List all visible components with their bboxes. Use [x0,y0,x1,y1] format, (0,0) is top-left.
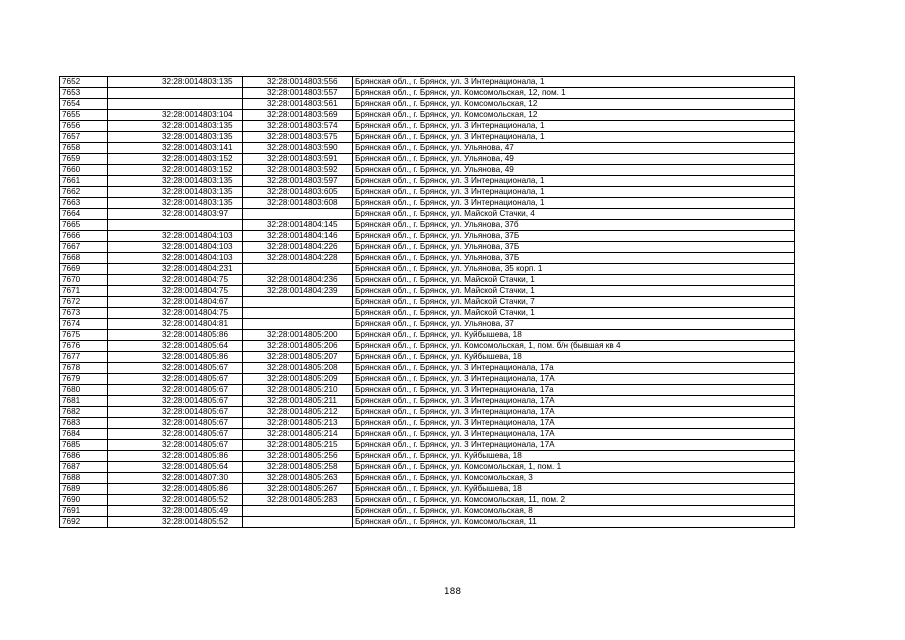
address-cell: Брянская обл., г. Брянск, ул. 3 Интернационала, 17А [353,374,795,385]
row-number-cell: 7664 [60,209,108,220]
row-number-cell: 7655 [60,110,108,121]
cadastral-number-cell: 32:28:0014803:575 [243,132,353,143]
address-cell: Брянская обл., г. Брянск, ул. 3 Интернационала, 17а [353,385,795,396]
table-row [60,418,795,429]
parent-cadastral-number-cell: 32:28:0014804:81 [108,319,243,330]
row-number-cell: 7680 [60,385,108,396]
table-row [60,143,795,154]
parent-cadastral-number-cell: 32:28:0014805:52 [108,517,243,528]
table-row [60,187,795,198]
table-row [60,506,795,517]
table-row [60,429,795,440]
address-cell: Брянская обл., г. Брянск, ул. Майской Стачки, 1 [353,286,795,297]
parent-cadastral-number-cell [108,88,243,99]
row-number-cell: 7672 [60,297,108,308]
address-cell: Брянская обл., г. Брянск, ул. Майской Стачки, 4 [353,209,795,220]
cadastral-number-cell: 32:28:0014805:200 [243,330,353,341]
parent-cadastral-number-cell: 32:28:0014804:75 [108,286,243,297]
parent-cadastral-number-cell [108,220,243,231]
table-row [60,484,795,495]
table-row [60,407,795,418]
cadastral-number-cell: 32:28:0014803:557 [243,88,353,99]
row-number-cell: 7686 [60,451,108,462]
address-cell: Брянская обл., г. Брянск, ул. 3 Интернационала, 1 [353,121,795,132]
address-cell: Брянская обл., г. Брянск, ул. Майской Стачки, 7 [353,297,795,308]
table-row [60,110,795,121]
cadastral-number-cell [243,209,353,220]
row-number-cell: 7671 [60,286,108,297]
page-number: 188 [443,587,462,597]
cadastral-number-cell [243,297,353,308]
table-row [60,286,795,297]
row-number-cell: 7681 [60,396,108,407]
row-number-cell: 7685 [60,440,108,451]
row-number-cell: 7676 [60,341,108,352]
cadastral-number-cell: 32:28:0014805:283 [243,495,353,506]
table-row [60,385,795,396]
row-number-cell: 7657 [60,132,108,143]
row-number-cell: 7673 [60,308,108,319]
parent-cadastral-number-cell: 32:28:0014805:52 [108,495,243,506]
parent-cadastral-number-cell: 32:28:0014805:86 [108,352,243,363]
address-cell: Брянская обл., г. Брянск, ул. 3 Интернационала, 1 [353,132,795,143]
parent-cadastral-number-cell [108,99,243,110]
parent-cadastral-number-cell: 32:28:0014805:86 [108,330,243,341]
address-cell: Брянская обл., г. Брянск, ул. Комсомольская, 8 [353,506,795,517]
cadastral-number-cell: 32:28:0014803:591 [243,154,353,165]
address-cell: Брянская обл., г. Брянск, ул. Ульянова, 35 корп. 1 [353,264,795,275]
address-cell: Брянская обл., г. Брянск, ул. Комсомольская, 11 [353,517,795,528]
address-cell: Брянская обл., г. Брянск, ул. Майской Стачки, 1 [353,308,795,319]
cadastral-number-cell: 32:28:0014803:590 [243,143,353,154]
row-number-cell: 7668 [60,253,108,264]
table-row [60,275,795,286]
table-row [60,440,795,451]
parent-cadastral-number-cell: 32:28:0014804:103 [108,242,243,253]
row-number-cell: 7652 [60,77,108,88]
address-cell: Брянская обл., г. Брянск, ул. Куйбышева, 18 [353,484,795,495]
parent-cadastral-number-cell: 32:28:0014804:103 [108,231,243,242]
table-row [60,352,795,363]
table-row [60,220,795,231]
row-number-cell: 7678 [60,363,108,374]
parent-cadastral-number-cell: 32:28:0014805:67 [108,374,243,385]
table-row [60,341,795,352]
row-number-cell: 7683 [60,418,108,429]
table-row [60,462,795,473]
table-body [60,77,795,528]
parent-cadastral-number-cell: 32:28:0014805:67 [108,396,243,407]
cadastral-number-cell: 32:28:0014803:608 [243,198,353,209]
cadastral-number-cell: 32:28:0014804:146 [243,231,353,242]
cadastral-number-cell [243,308,353,319]
row-number-cell: 7669 [60,264,108,275]
cadastral-number-cell: 32:28:0014803:605 [243,187,353,198]
cadastral-number-cell: 32:28:0014803:592 [243,165,353,176]
cadastral-number-cell [243,506,353,517]
parent-cadastral-number-cell: 32:28:0014804:231 [108,264,243,275]
row-number-cell: 7666 [60,231,108,242]
address-cell: Брянская обл., г. Брянск, ул. Куйбышева, 18 [353,352,795,363]
address-cell: Брянская обл., г. Брянск, ул. 3 Интернационала, 17А [353,440,795,451]
cadastral-number-cell: 32:28:0014805:209 [243,374,353,385]
parent-cadastral-number-cell: 32:28:0014805:67 [108,429,243,440]
parent-cadastral-number-cell: 32:28:0014805:67 [108,440,243,451]
row-number-cell: 7667 [60,242,108,253]
row-number-cell: 7656 [60,121,108,132]
address-cell: Брянская обл., г. Брянск, ул. Майской Стачки, 1 [353,275,795,286]
parent-cadastral-number-cell: 32:28:0014804:75 [108,275,243,286]
parent-cadastral-number-cell: 32:28:0014804:67 [108,297,243,308]
address-cell: Брянская обл., г. Брянск, ул. 3 Интернационала, 1 [353,176,795,187]
address-cell: Брянская обл., г. Брянск, ул. Куйбышева, 18 [353,330,795,341]
table-row [60,77,795,88]
cadastral-number-cell: 32:28:0014803:597 [243,176,353,187]
cadastral-number-cell: 32:28:0014805:214 [243,429,353,440]
row-number-cell: 7682 [60,407,108,418]
cadastral-number-cell: 32:28:0014804:145 [243,220,353,231]
row-number-cell: 7660 [60,165,108,176]
parent-cadastral-number-cell: 32:28:0014805:67 [108,385,243,396]
table-row [60,253,795,264]
row-number-cell: 7679 [60,374,108,385]
row-number-cell: 7687 [60,462,108,473]
address-cell: Брянская обл., г. Брянск, ул. 3 Интернационала, 17А [353,396,795,407]
parent-cadastral-number-cell: 32:28:0014803:135 [108,176,243,187]
row-number-cell: 7674 [60,319,108,330]
table-row [60,517,795,528]
parent-cadastral-number-cell: 32:28:0014805:67 [108,418,243,429]
address-cell: Брянская обл., г. Брянск, ул. Комсомольская, 11, пом. 2 [353,495,795,506]
parent-cadastral-number-cell: 32:28:0014803:97 [108,209,243,220]
row-number-cell: 7663 [60,198,108,209]
cadastral-number-cell: 32:28:0014805:206 [243,341,353,352]
parent-cadastral-number-cell: 32:28:0014805:67 [108,363,243,374]
cadastral-number-cell: 32:28:0014805:210 [243,385,353,396]
address-cell: Брянская обл., г. Брянск, ул. Комсомольская, 12, пом. 1 [353,88,795,99]
parent-cadastral-number-cell: 32:28:0014803:135 [108,132,243,143]
cadastral-number-cell: 32:28:0014803:561 [243,99,353,110]
cadastral-number-cell [243,517,353,528]
parent-cadastral-number-cell: 32:28:0014804:75 [108,308,243,319]
address-cell: Брянская обл., г. Брянск, ул. 3 Интернационала, 1 [353,77,795,88]
cadastral-table [59,76,795,528]
cadastral-number-cell: 32:28:0014805:207 [243,352,353,363]
cadastral-number-cell: 32:28:0014803:556 [243,77,353,88]
parent-cadastral-number-cell: 32:28:0014805:64 [108,462,243,473]
cadastral-number-cell: 32:28:0014805:258 [243,462,353,473]
address-cell: Брянская обл., г. Брянск, ул. 3 Интернационала, 17А [353,407,795,418]
address-cell: Брянская обл., г. Брянск, ул. Ульянова, 47 [353,143,795,154]
table-row [60,396,795,407]
row-number-cell: 7654 [60,99,108,110]
parent-cadastral-number-cell: 32:28:0014805:86 [108,484,243,495]
row-number-cell: 7675 [60,330,108,341]
row-number-cell: 7659 [60,154,108,165]
address-cell: Брянская обл., г. Брянск, ул. 3 Интернационала, 1 [353,187,795,198]
address-cell: Брянская обл., г. Брянск, ул. 3 Интернационала, 17а [353,363,795,374]
cadastral-number-cell: 32:28:0014805:256 [243,451,353,462]
table-row [60,88,795,99]
parent-cadastral-number-cell: 32:28:0014803:135 [108,121,243,132]
table-row [60,231,795,242]
row-number-cell: 7691 [60,506,108,517]
parent-cadastral-number-cell: 32:28:0014807:30 [108,473,243,484]
table-row [60,198,795,209]
row-number-cell: 7690 [60,495,108,506]
row-number-cell: 7653 [60,88,108,99]
cadastral-number-cell: 32:28:0014804:228 [243,253,353,264]
row-number-cell: 7692 [60,517,108,528]
address-cell: Брянская обл., г. Брянск, ул. Комсомольская, 12 [353,99,795,110]
parent-cadastral-number-cell: 32:28:0014805:86 [108,451,243,462]
address-cell: Брянская обл., г. Брянск, ул. Ульянова, 49 [353,154,795,165]
cadastral-number-cell: 32:28:0014804:236 [243,275,353,286]
row-number-cell: 7684 [60,429,108,440]
table-row [60,451,795,462]
parent-cadastral-number-cell: 32:28:0014803:104 [108,110,243,121]
table-row [60,121,795,132]
row-number-cell: 7677 [60,352,108,363]
cadastral-number-cell: 32:28:0014805:215 [243,440,353,451]
row-number-cell: 7688 [60,473,108,484]
address-cell: Брянская обл., г. Брянск, ул. Ульянова, 37Б [353,253,795,264]
address-cell: Брянская обл., г. Брянск, ул. Комсомольская, 1, пом. б/н (бывшая кв 4 [353,341,795,352]
table-row [60,308,795,319]
table-row [60,363,795,374]
table-row [60,473,795,484]
cadastral-number-cell: 32:28:0014805:213 [243,418,353,429]
table-row [60,132,795,143]
table-row [60,330,795,341]
parent-cadastral-number-cell: 32:28:0014803:152 [108,154,243,165]
table-row [60,264,795,275]
cadastral-number-cell: 32:28:0014805:267 [243,484,353,495]
parent-cadastral-number-cell: 32:28:0014803:135 [108,77,243,88]
cadastral-number-cell: 32:28:0014805:212 [243,407,353,418]
parent-cadastral-number-cell: 32:28:0014803:135 [108,187,243,198]
row-number-cell: 7689 [60,484,108,495]
address-cell: Брянская обл., г. Брянск, ул. Ульянова, 37б [353,220,795,231]
table-row [60,209,795,220]
address-cell: Брянская обл., г. Брянск, ул. Ульянова, 37Б [353,231,795,242]
cadastral-number-cell: 32:28:0014803:574 [243,121,353,132]
table-row [60,99,795,110]
parent-cadastral-number-cell: 32:28:0014805:64 [108,341,243,352]
address-cell: Брянская обл., г. Брянск, ул. 3 Интернационала, 1 [353,198,795,209]
parent-cadastral-number-cell: 32:28:0014803:152 [108,165,243,176]
table-row [60,319,795,330]
cadastral-number-cell [243,319,353,330]
parent-cadastral-number-cell: 32:28:0014803:141 [108,143,243,154]
cadastral-number-cell [243,264,353,275]
table-row [60,374,795,385]
cadastral-number-cell: 32:28:0014804:226 [243,242,353,253]
address-cell: Брянская обл., г. Брянск, ул. Куйбышева, 18 [353,451,795,462]
parent-cadastral-number-cell: 32:28:0014804:103 [108,253,243,264]
table-row [60,154,795,165]
table-row [60,297,795,308]
address-cell: Брянская обл., г. Брянск, ул. 3 Интернационала, 17А [353,429,795,440]
address-cell: Брянская обл., г. Брянск, ул. Комсомольская, 12 [353,110,795,121]
table-row [60,242,795,253]
address-cell: Брянская обл., г. Брянск, ул. Ульянова, 37 [353,319,795,330]
row-number-cell: 7665 [60,220,108,231]
parent-cadastral-number-cell: 32:28:0014805:67 [108,407,243,418]
row-number-cell: 7670 [60,275,108,286]
address-cell: Брянская обл., г. Брянск, ул. Ульянова, 37Б [353,242,795,253]
cadastral-number-cell: 32:28:0014805:263 [243,473,353,484]
parent-cadastral-number-cell: 32:28:0014805:49 [108,506,243,517]
address-cell: Брянская обл., г. Брянск, ул. 3 Интернационала, 17А [353,418,795,429]
cadastral-number-cell: 32:28:0014805:211 [243,396,353,407]
address-cell: Брянская обл., г. Брянск, ул. Комсомольская, 3 [353,473,795,484]
row-number-cell: 7662 [60,187,108,198]
cadastral-number-cell: 32:28:0014805:208 [243,363,353,374]
cadastral-number-cell: 32:28:0014804:239 [243,286,353,297]
row-number-cell: 7658 [60,143,108,154]
address-cell: Брянская обл., г. Брянск, ул. Комсомольская, 1, пом. 1 [353,462,795,473]
address-cell: Брянская обл., г. Брянск, ул. Ульянова, 49 [353,165,795,176]
parent-cadastral-number-cell: 32:28:0014803:135 [108,198,243,209]
table-row [60,495,795,506]
row-number-cell: 7661 [60,176,108,187]
table-row [60,165,795,176]
cadastral-number-cell: 32:28:0014803:569 [243,110,353,121]
table-row [60,176,795,187]
